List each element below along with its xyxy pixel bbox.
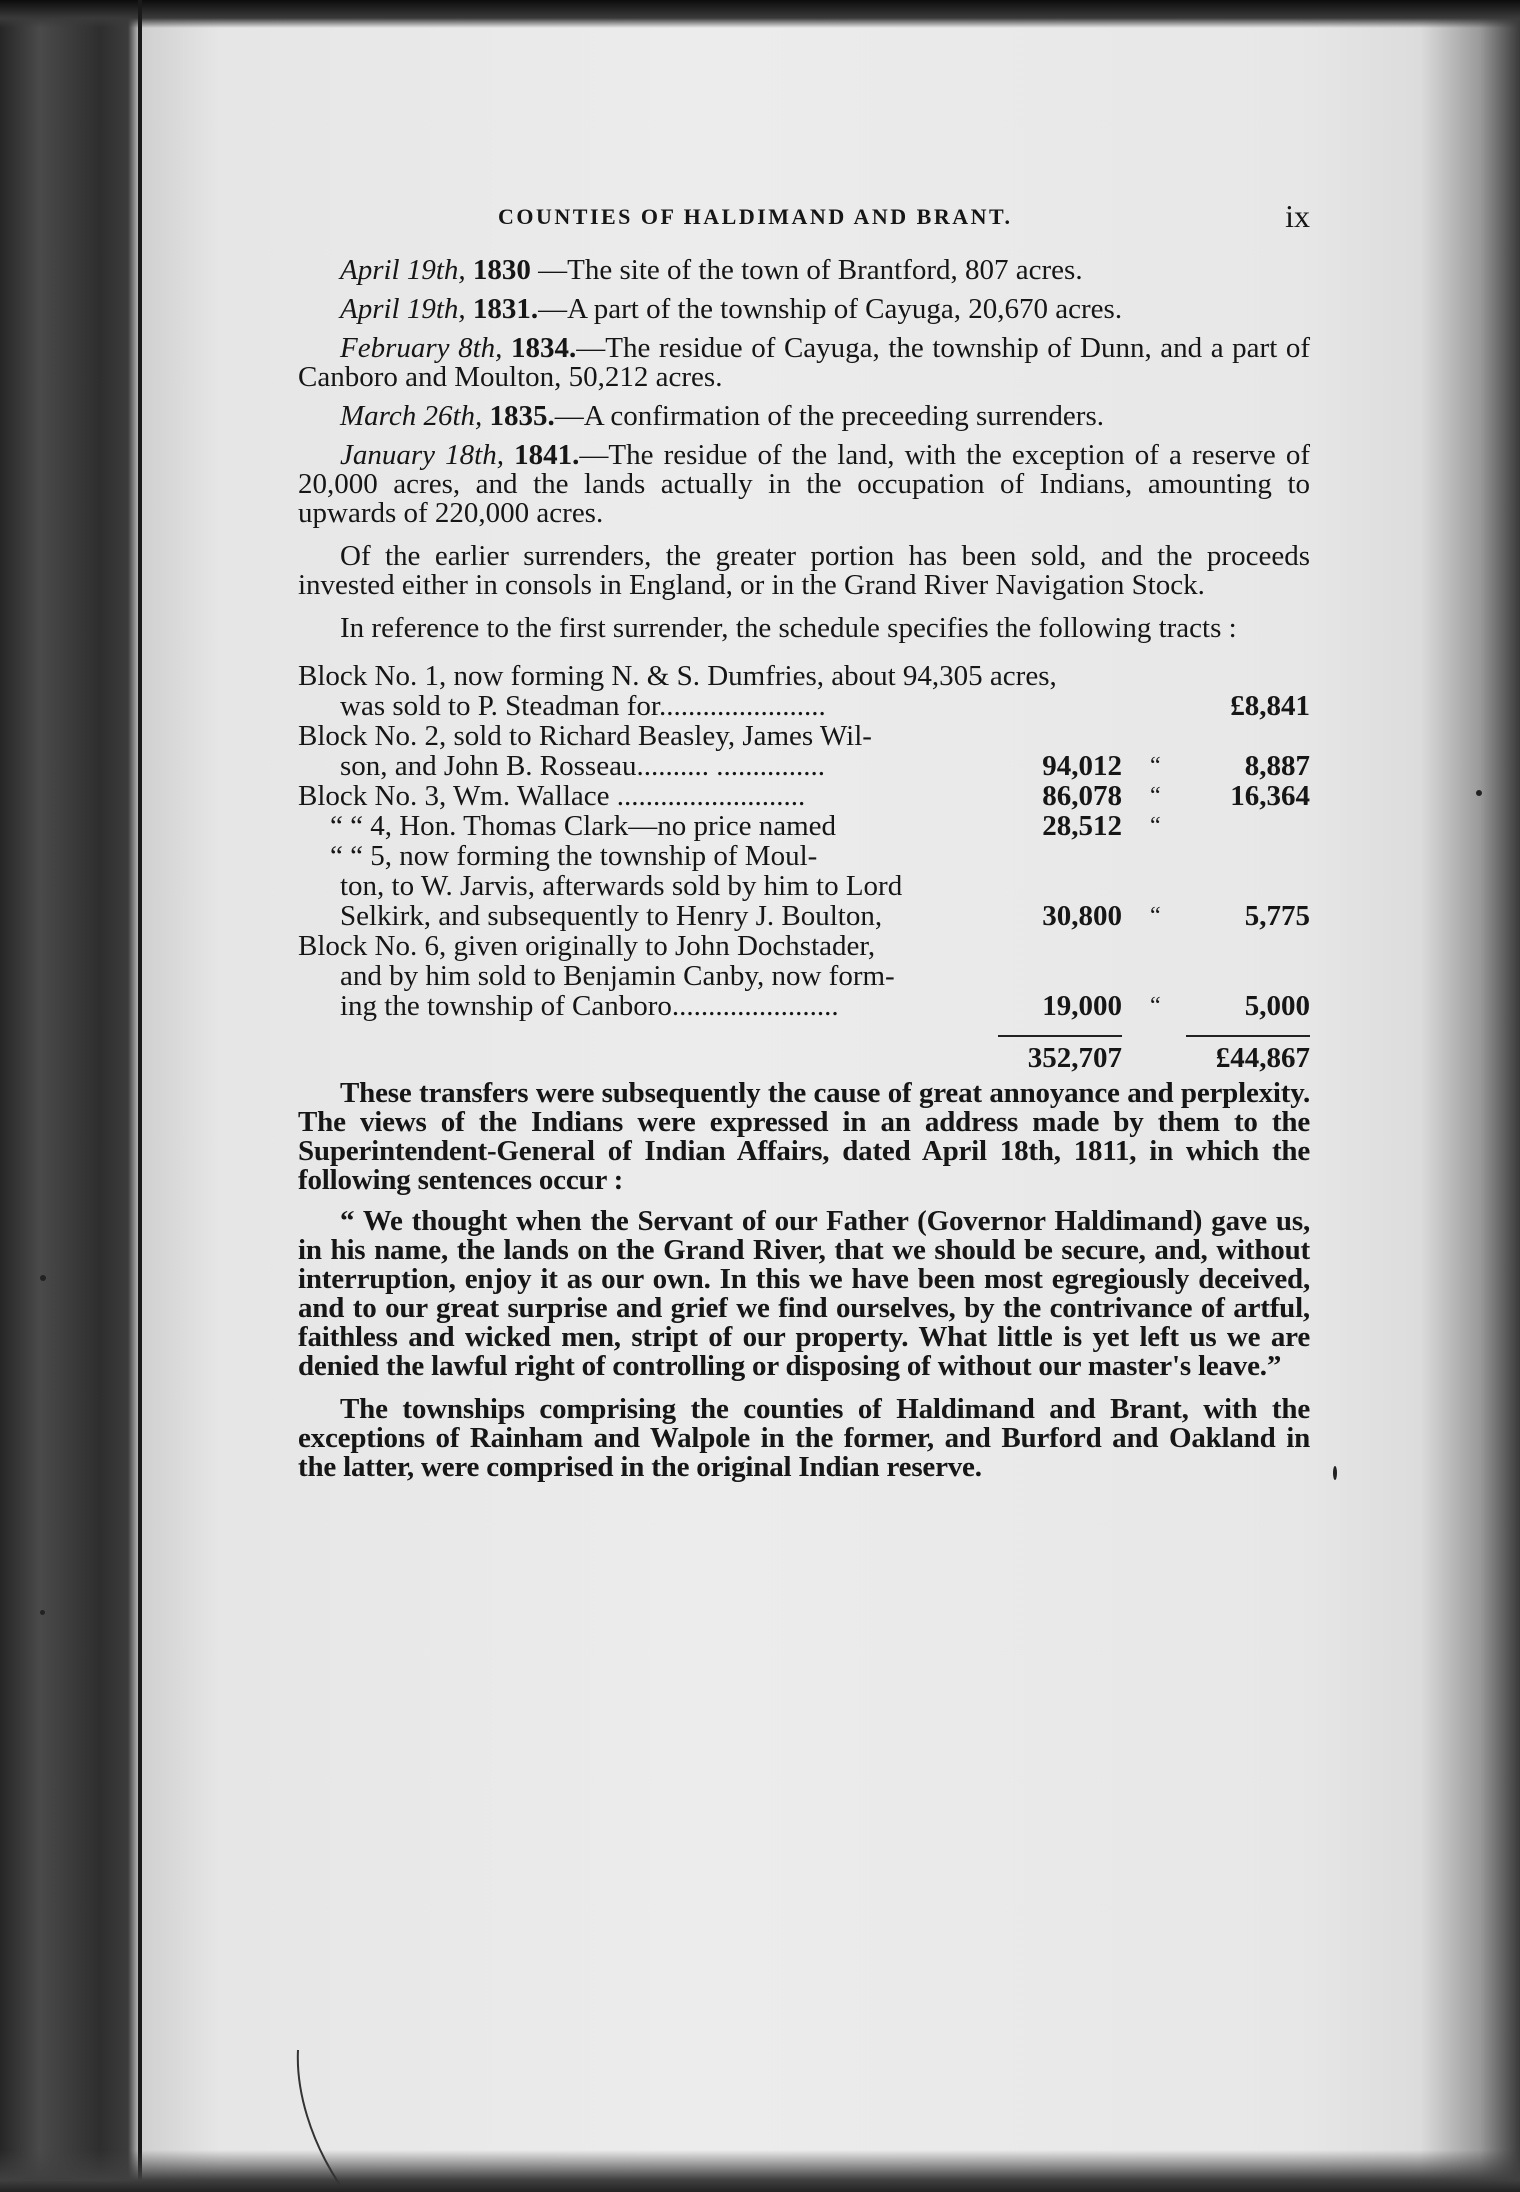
schedule-desc: Block No. 6, given originally to John Dochstader, (298, 930, 876, 962)
surrender-text: —The residue of the land, with the exception of a reserve of 20,000 acres, and the lands actually in the occupation of Indians, amounting to upwards of 220,000 acres. (298, 439, 1310, 529)
scan-speck (40, 1610, 45, 1615)
schedule-desc: was sold to P. Steadman for....................... (340, 690, 826, 722)
schedule-price: 5,775 (1244, 900, 1310, 932)
running-head (298, 198, 1310, 240)
surrender-date: April 19th, (340, 254, 466, 286)
total-acres: 352,707 (1027, 1042, 1122, 1074)
schedule-desc: Block No. 2, sold to Richard Beasley, James Wil- (298, 720, 872, 752)
surrender-date: April 19th, (340, 293, 466, 325)
surrender-entry (298, 256, 1310, 285)
schedule-row (298, 691, 1310, 721)
schedule-row (298, 931, 1310, 961)
ditto-mark: “ (1150, 993, 1161, 1019)
schedule-row (298, 751, 1310, 781)
schedule-row (298, 841, 1310, 871)
schedule-row (298, 781, 1310, 811)
surrender-year: 1841. (514, 439, 580, 471)
schedule-acres: 86,078 (1042, 780, 1122, 812)
schedule-desc: Block No. 3, Wm. Wallace .......................... (298, 780, 806, 812)
schedule-desc: “ “ 4, Hon. Thomas Clark—no price named (330, 810, 837, 842)
surrender-year: 1830 (472, 254, 531, 286)
townships-paragraph: The townships comprising the counties of Haldimand and Brant, with the exceptions of Rainham and Walpole in the former, and Burford and Oakland in the latter, were comprised in the original Indian reserve. (298, 1393, 1310, 1483)
surrender-date: February 8th, (340, 332, 503, 364)
schedule-row (298, 871, 1310, 901)
schedule-row (298, 991, 1310, 1021)
schedule-row (298, 721, 1310, 751)
schedule-price: £8,841 (1230, 690, 1310, 722)
margin-pencil-stroke (290, 2050, 360, 2190)
surrender-text: —A part of the township of Cayuga, 20,670 acres. (538, 293, 1123, 325)
price-total-rule (1186, 1035, 1310, 1037)
schedule-intro-paragraph: In reference to the first surrender, the schedule specifies the following tracts : (340, 612, 1237, 644)
schedule-row (298, 901, 1310, 931)
acres-total-rule (998, 1035, 1122, 1037)
schedule-price: 16,364 (1230, 780, 1310, 812)
surrender-entry (298, 334, 1310, 392)
earlier-surrenders-paragraph: Of the earlier surrenders, the greater portion has been sold, and the proceeds invested either in consols in England, or in the Grand River Navigation Stock. (298, 540, 1310, 601)
schedule-desc: and by him sold to Benjamin Canby, now form- (340, 960, 895, 992)
binding-gutter (138, 0, 142, 2192)
scan-speck (1333, 1466, 1337, 1480)
page-number: ix (1285, 198, 1310, 234)
schedule-price: 8,887 (1244, 750, 1310, 782)
total-price: £44,867 (1215, 1042, 1310, 1074)
surrender-date: March 26th, (340, 400, 483, 432)
schedule-acres: 28,512 (1042, 810, 1122, 842)
schedule-acres: 94,012 (1042, 750, 1122, 782)
surrender-list (298, 256, 1310, 528)
schedule-desc: “ “ 5, now forming the township of Moul- (330, 840, 818, 872)
schedule-acres: 19,000 (1042, 990, 1122, 1022)
running-head-title: COUNTIES OF HALDIMAND AND BRANT. (498, 204, 1013, 229)
total-rules (298, 1021, 1310, 1043)
ditto-mark: “ (1150, 903, 1161, 929)
surrender-entry (298, 402, 1310, 431)
surrender-text: —The residue of Cayuga, the township of Dunn, and a part of Canboro and Moulton, 50,212 acres. (298, 332, 1310, 393)
indian-address-quote: “ We thought when the Servant of our Father (Governor Haldimand) gave us, in his name, the lands on the Grand River, that we should be secure, and, without interruption, enjoy it as our own. In this we have been most egregiously deceived, and to our great surprise and grief we find ourselves, by the contrivance of artful, faithless and wicked men, stript of our property. What little is yet left us we are denied the lawful right of controlling or disposing of without our master's leave.” (298, 1205, 1310, 1382)
schedule-desc: Selkirk, and subsequently to Henry J. Boulton, (340, 900, 883, 932)
surrender-year: 1835. (489, 400, 555, 432)
transfers-paragraph: These transfers were subsequently the cause of great annoyance and perplexity. The views of the Indians were expressed in an address made by them to the Superintendent-General of Indian Affairs, dated April 18th, 1811, in which the following sentences occur : (298, 1077, 1310, 1196)
surrender-entry (298, 295, 1310, 324)
surrender-text: —The site of the town of Brantford, 807 acres. (530, 254, 1083, 286)
surrender-year: 1834. (511, 332, 577, 364)
book-page (298, 198, 1310, 1482)
scan-bottom-edge (0, 2150, 1520, 2192)
scan-top-edge (0, 0, 1520, 28)
surrender-entry (298, 441, 1310, 528)
schedule-row (298, 811, 1310, 841)
surrender-date: January 18th, (340, 439, 504, 471)
ditto-mark: “ (1150, 783, 1161, 809)
schedule-desc: son, and John B. Rosseau.......... ............... (340, 750, 825, 782)
schedule-totals (298, 1043, 1310, 1075)
ditto-mark: “ (1150, 813, 1161, 839)
schedule-desc: ing the township of Canboro....................... (340, 990, 839, 1022)
schedule-acres: 30,800 (1042, 900, 1122, 932)
schedule-price: 5,000 (1244, 990, 1310, 1022)
scan-speck (1476, 790, 1482, 796)
surrender-text: —A confirmation of the preceeding surrenders. (554, 400, 1104, 432)
schedule-row (298, 661, 1310, 691)
schedule-table (298, 661, 1310, 1075)
surrender-year: 1831. (472, 293, 539, 325)
schedule-desc: Block No. 1, now forming N. & S. Dumfries, about 94,305 acres, (298, 660, 1057, 692)
ditto-mark: “ (1150, 753, 1161, 779)
schedule-desc: ton, to W. Jarvis, afterwards sold by him to Lord (340, 870, 903, 902)
schedule-row (298, 961, 1310, 991)
scan-speck (40, 1275, 46, 1281)
